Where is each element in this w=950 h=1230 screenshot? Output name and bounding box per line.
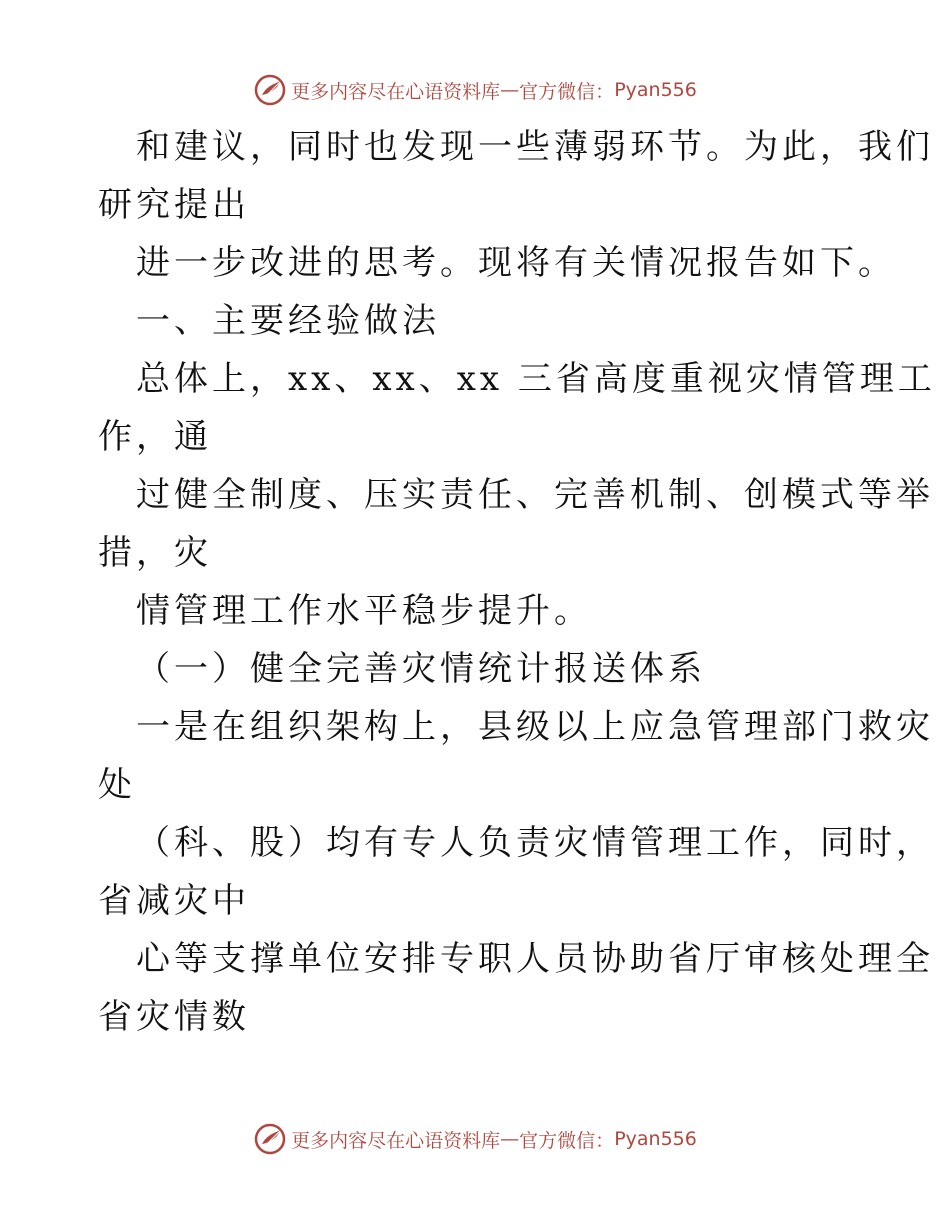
body-text-line: 措，灾	[98, 533, 212, 573]
body-text-line: 作，通	[98, 417, 212, 457]
banner-separator: —	[500, 1128, 520, 1150]
document-body	[98, 118, 936, 1046]
body-text-line: 过健全制度、压实责任、完善机制、创模式等举	[136, 475, 934, 515]
banner-text: 更多内容尽在心语资料库	[291, 80, 501, 103]
body-text-line: 一是在组织架构上，县级以上应急管理部门救灾	[136, 707, 934, 747]
banner-wechat-label: 官方微信：	[519, 80, 615, 103]
body-text-line: （科、股）均有专人负责灾情管理工作，同时，	[136, 823, 934, 863]
pen-logo-icon	[253, 1122, 287, 1156]
body-text-line: 一、主要经验做法	[136, 301, 440, 341]
header-watermark-banner	[0, 70, 950, 110]
body-text-line: （一）健全完善灾情统计报送体系	[136, 649, 706, 689]
body-text-line: 省减灾中	[98, 881, 250, 921]
banner-wechat-label: 官方微信：	[519, 1129, 615, 1152]
banner-separator: —	[500, 79, 520, 101]
pen-logo-icon	[253, 73, 287, 107]
banner-text: 更多内容尽在心语资料库	[291, 1129, 501, 1152]
body-text-line: 进一步改进的思考。现将有关情况报告如下。	[136, 243, 896, 283]
body-text-line: 和建议，同时也发现一些薄弱环节。为此，我们	[136, 127, 934, 167]
banner-account: Pyan556	[614, 79, 697, 101]
footer-watermark-banner	[0, 1119, 950, 1159]
body-text-line: 研究提出	[98, 185, 250, 225]
body-text-line: 省灾情数	[98, 997, 250, 1037]
body-text-line: 心等支撑单位安排专职人员协助省厅审核处理全	[136, 939, 934, 979]
body-text-line: 总体上，xx、xx、xx 三省高度重视灾情管理工	[136, 359, 936, 399]
body-text-line: 情管理工作水平稳步提升。	[136, 591, 592, 631]
banner-account: Pyan556	[614, 1128, 697, 1150]
body-text-line: 处	[98, 765, 136, 805]
